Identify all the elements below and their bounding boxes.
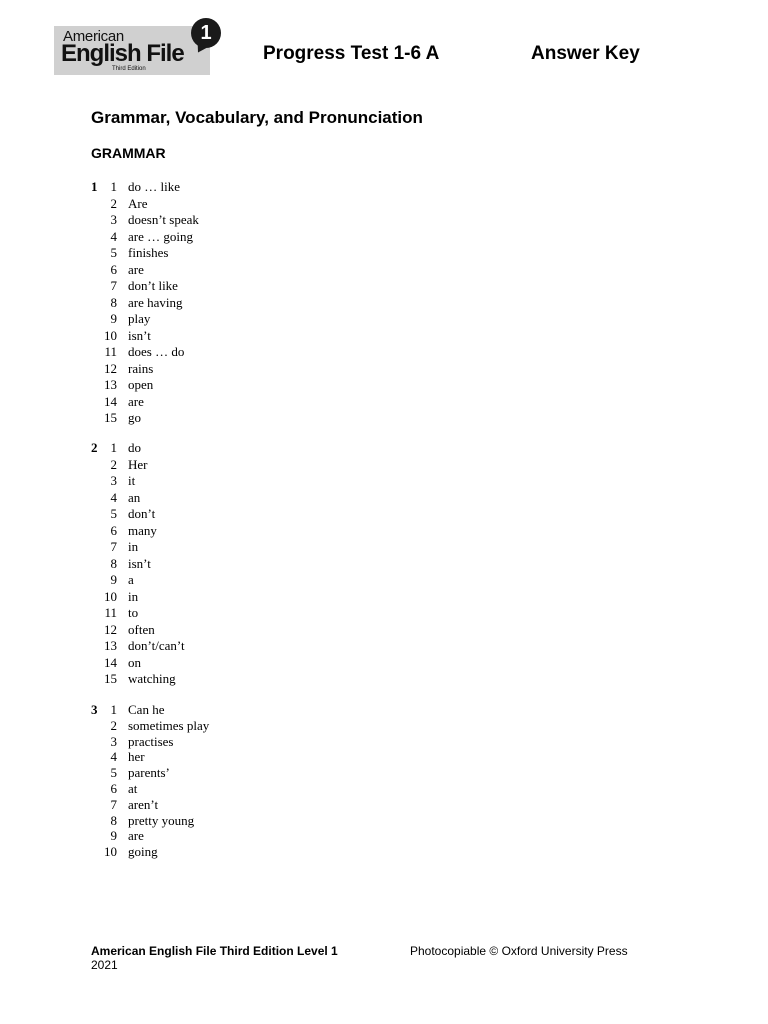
footer-year: 2021 bbox=[91, 958, 118, 972]
item-number: 14 bbox=[104, 654, 117, 670]
item-answer: a bbox=[128, 572, 134, 587]
footer-book-info bbox=[91, 944, 338, 972]
item-number: 10 bbox=[104, 844, 117, 860]
item-number: 8 bbox=[110, 812, 117, 828]
item-number: 1 bbox=[110, 702, 117, 717]
item-number: 5 bbox=[110, 765, 117, 781]
item-number: 8 bbox=[110, 555, 117, 571]
footer-copyright: Photocopiable © Oxford University Press bbox=[410, 944, 628, 958]
item-number: 9 bbox=[110, 828, 117, 844]
exercise-number: 2 bbox=[91, 440, 98, 455]
item-number: 1 bbox=[110, 179, 117, 194]
item-number: 12 bbox=[104, 621, 117, 637]
item-number: 13 bbox=[104, 638, 117, 653]
item-answer: sometimes play bbox=[128, 717, 210, 733]
item-number: 4 bbox=[110, 228, 117, 244]
footer-book-title: American English File Third Edition Level 1 bbox=[91, 944, 338, 958]
item-answer: to bbox=[128, 605, 139, 620]
subsection-title: GRAMMAR bbox=[91, 145, 166, 161]
item-number: 5 bbox=[110, 245, 117, 260]
item-number: 3 bbox=[110, 212, 117, 227]
item-answer: Can he bbox=[128, 702, 165, 717]
item-number: 4 bbox=[110, 749, 117, 765]
item-number: 12 bbox=[104, 360, 117, 376]
logo-line-american: American bbox=[63, 28, 124, 45]
item-answer: isn’t bbox=[128, 555, 151, 571]
item-answer: many bbox=[128, 522, 157, 538]
item-answer: are … going bbox=[128, 228, 193, 244]
item-number: 10 bbox=[104, 327, 117, 343]
item-number: 13 bbox=[104, 377, 117, 392]
item-number: 6 bbox=[110, 522, 117, 538]
logo-line-english-file: English File bbox=[61, 40, 184, 67]
item-answer: are bbox=[128, 261, 144, 277]
item-answer: often bbox=[128, 621, 155, 637]
item-answer: going bbox=[128, 844, 158, 860]
exercise-number: 1 bbox=[91, 179, 98, 194]
item-number: 3 bbox=[110, 733, 117, 749]
item-number: 2 bbox=[110, 195, 117, 211]
item-number: 14 bbox=[104, 393, 117, 409]
test-title: Progress Test 1-6 A bbox=[263, 43, 440, 64]
item-answer: on bbox=[128, 654, 141, 670]
item-answer: finishes bbox=[128, 245, 169, 260]
item-answer: don’t like bbox=[128, 278, 178, 293]
logo-line-edition: Third Edition bbox=[112, 66, 146, 72]
item-answer: her bbox=[128, 749, 145, 765]
item-answer: are bbox=[128, 393, 144, 409]
item-number: 6 bbox=[110, 261, 117, 277]
item-answer: parents’ bbox=[128, 765, 170, 781]
item-answer: does … do bbox=[128, 344, 185, 359]
item-answer: watching bbox=[128, 671, 176, 686]
item-answer: don’t/can’t bbox=[128, 638, 185, 653]
item-number: 2 bbox=[110, 456, 117, 472]
item-number: 15 bbox=[104, 410, 117, 425]
item-answer: open bbox=[128, 377, 154, 392]
item-answer: are bbox=[128, 828, 144, 844]
item-answer: do bbox=[128, 440, 141, 455]
item-number: 15 bbox=[104, 671, 117, 686]
item-number: 7 bbox=[110, 796, 117, 812]
item-answer: in bbox=[128, 588, 139, 604]
item-answer: at bbox=[128, 781, 138, 796]
item-answer: aren’t bbox=[128, 796, 159, 812]
item-number: 4 bbox=[110, 489, 117, 505]
item-answer: in bbox=[128, 539, 139, 554]
item-answer: don’t bbox=[128, 506, 156, 521]
item-answer: do … like bbox=[128, 179, 180, 194]
item-answer: are having bbox=[128, 294, 183, 310]
level-badge-icon: 1 bbox=[191, 18, 221, 48]
item-number: 11 bbox=[104, 605, 117, 620]
exercise-number: 3 bbox=[91, 702, 98, 717]
item-answer: go bbox=[128, 410, 141, 425]
item-number: 7 bbox=[110, 539, 117, 554]
answer-key-label: Answer Key bbox=[531, 43, 640, 64]
item-number: 7 bbox=[110, 278, 117, 293]
american-english-file-logo bbox=[54, 22, 212, 75]
item-answer: an bbox=[128, 489, 141, 505]
item-answer: pretty young bbox=[128, 812, 195, 828]
item-number: 11 bbox=[104, 344, 117, 359]
item-number: 1 bbox=[110, 440, 117, 455]
item-number: 5 bbox=[110, 506, 117, 521]
item-answer: play bbox=[128, 311, 151, 326]
item-answer: it bbox=[128, 473, 136, 488]
item-answer: isn’t bbox=[128, 327, 151, 343]
item-number: 10 bbox=[104, 588, 117, 604]
item-answer: Are bbox=[128, 195, 148, 211]
item-number: 9 bbox=[110, 572, 117, 587]
item-number: 3 bbox=[110, 473, 117, 488]
item-answer: doesn’t speak bbox=[128, 212, 199, 227]
item-number: 2 bbox=[110, 717, 117, 733]
item-answer: rains bbox=[128, 360, 154, 376]
item-answer: practises bbox=[128, 733, 174, 749]
item-number: 6 bbox=[110, 781, 117, 796]
item-answer: Her bbox=[128, 456, 148, 472]
item-number: 8 bbox=[110, 294, 117, 310]
item-number: 9 bbox=[110, 311, 117, 326]
section-title: Grammar, Vocabulary, and Pronunciation bbox=[91, 108, 423, 127]
